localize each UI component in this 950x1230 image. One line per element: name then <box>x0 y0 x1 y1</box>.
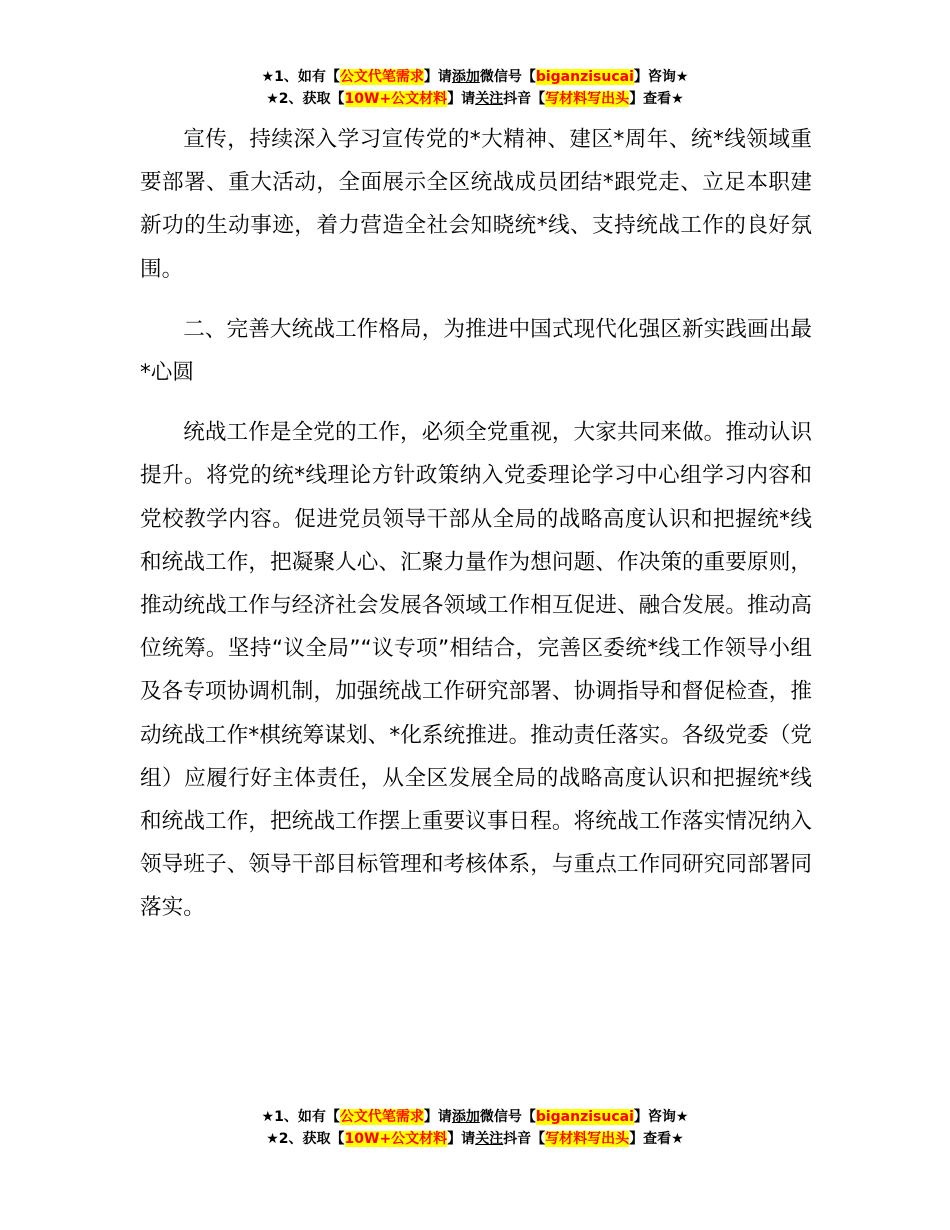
banner-line-1-middle: 】请 <box>423 69 452 85</box>
footer-line-2-middle: 】请 <box>447 1131 476 1147</box>
section-heading-2: 二、完善大统战工作格局，为推进中国式现代化强区新实践画出最*心圆 <box>140 316 812 386</box>
banner-line-2-prefix: ★2、获取【 <box>266 91 345 107</box>
footer-line-1-middle-2: 微信号【 <box>479 1109 536 1125</box>
footer-banner-line-2 <box>0 1128 950 1150</box>
banner-line-2 <box>0 88 950 110</box>
banner-line-2-suffix: 】查看★ <box>629 91 684 107</box>
footer-line-1-middle: 】请 <box>423 1109 452 1125</box>
paragraph-publicity: 宣传，持续深入学习宣传党的*大精神、建区*周年、统*线领域重要部署、重大活动，全面展示全区统战成员团结*跟党走、立足本职建新功的生动事迹，着力营造全社会知晓统*线、支持统战工作的良好氛围。 <box>140 127 812 282</box>
banner-line-2-highlight-materials: 10W+公文材料 <box>344 91 448 107</box>
header-banner <box>0 66 950 110</box>
footer-line-1-emphasis: 添加 <box>451 1109 480 1125</box>
footer-line-2-prefix: ★2、获取【 <box>266 1131 345 1147</box>
banner-line-1-highlight-wechat: biganzisucai <box>535 69 634 85</box>
footer-banner-line-1 <box>0 1106 950 1128</box>
footer-line-2-emphasis: 关注 <box>475 1131 504 1147</box>
footer-banner <box>0 1106 950 1150</box>
banner-line-1-prefix: ★1、如有【 <box>261 69 340 85</box>
footer-line-2-middle-2: 抖音【 <box>503 1131 546 1147</box>
document-body <box>140 118 812 930</box>
banner-line-1-suffix: 】咨询★ <box>633 69 689 85</box>
footer-line-2-highlight-douyin: 写材料写出头 <box>545 1131 630 1147</box>
paragraph-united-front-work: 统战工作是全党的工作，必须全党重视，大家共同来做。推动认识提升。将党的统*线理论方针政策纳入党委理论学习中心组学习内容和党校教学内容。促进党员领导干部从全局的战略高度认识和把握统*线和统战工作，把凝聚人心、汇聚力量作为想问题、作决策的重要原则，推动统战工作与经济社会发展各领域工作相互促进、融合发展。推动高位统筹。坚持“议全局”“议专项”相结合，完善区委统*线工作领导小组及各专项协调机制，加强统战工作研究部署、协调指导和督促检查，推动统战工作*棋统筹谋划、*化系统推进。推动责任落实。各级党委（党组）应履行好主体责任，从全区发展全局的战略高度认识和把握统*线和统战工作，把统战工作摆上重要议事日程。将统战工作落实情况纳入领导班子、领导干部目标管理和考核体系，与重点工作同研究同部署同落实。 <box>140 420 812 921</box>
banner-line-1-emphasis: 添加 <box>451 69 480 85</box>
footer-line-1-highlight-wechat: biganzisucai <box>535 1109 634 1125</box>
banner-line-1-middle-2: 微信号【 <box>479 69 536 85</box>
footer-line-1-highlight-service: 公文代笔需求 <box>339 1109 424 1125</box>
banner-line-1 <box>0 66 950 88</box>
footer-line-2-highlight-materials: 10W+公文材料 <box>344 1131 448 1147</box>
banner-line-2-middle: 】请 <box>447 91 476 107</box>
banner-line-1-highlight-service: 公文代笔需求 <box>339 69 424 85</box>
banner-line-2-highlight-douyin: 写材料写出头 <box>545 91 630 107</box>
banner-line-2-emphasis: 关注 <box>475 91 504 107</box>
footer-line-1-suffix: 】咨询★ <box>633 1109 689 1125</box>
footer-line-2-suffix: 】查看★ <box>629 1131 684 1147</box>
banner-line-2-middle-2: 抖音【 <box>503 91 546 107</box>
footer-line-1-prefix: ★1、如有【 <box>261 1109 340 1125</box>
